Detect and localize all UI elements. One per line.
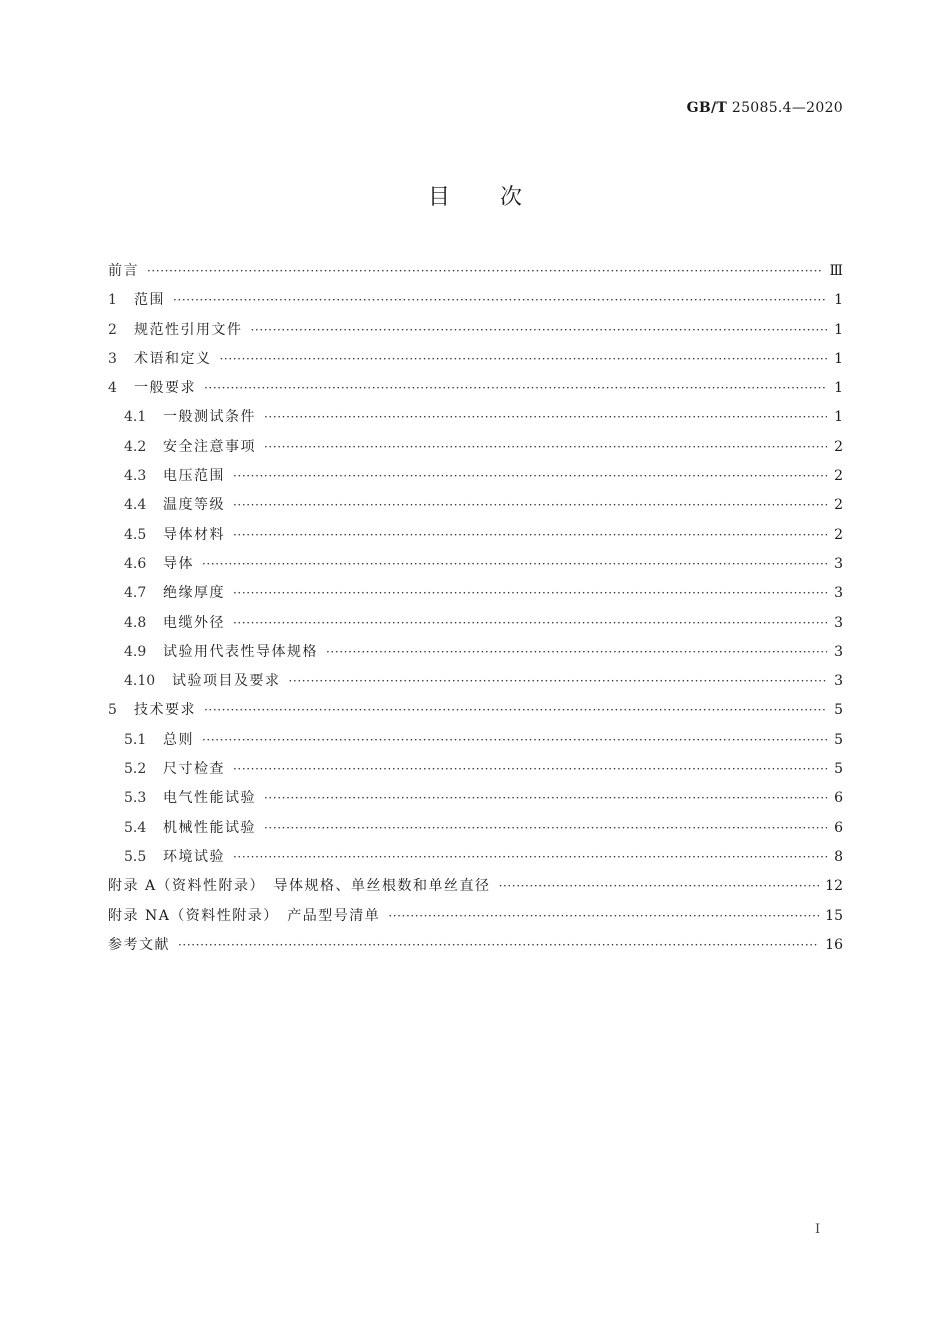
toc-leader — [233, 843, 827, 872]
toc-entry-4-3[interactable] — [108, 462, 843, 491]
toc-entry-4[interactable] — [108, 374, 843, 403]
toc-leader — [499, 872, 820, 901]
toc-leader — [264, 784, 827, 813]
toc-entry-4-7[interactable] — [108, 579, 843, 608]
page-title — [0, 180, 950, 211]
toc-number: 4.1 — [124, 409, 147, 426]
toc-label: 电气性能试验 — [163, 790, 256, 807]
toc-page: 8 — [834, 848, 843, 865]
toc-entry-4-1[interactable] — [108, 403, 843, 432]
toc-page: 6 — [834, 790, 843, 807]
toc-page: 6 — [834, 819, 843, 836]
toc-number: 1 — [108, 292, 117, 309]
toc-label: 附录 NA（资料性附录） 产品型号清单 — [108, 907, 381, 924]
toc-leader — [326, 638, 827, 667]
toc-label: 附录 A（资料性附录） 导体规格、单丝根数和单丝直径 — [108, 878, 491, 895]
toc-leader — [251, 316, 828, 345]
toc-entry-5[interactable] — [108, 696, 843, 725]
toc-leader — [220, 345, 828, 374]
toc-leader — [178, 931, 819, 960]
title-char-2: 次 — [500, 185, 523, 210]
toc-leader — [147, 257, 823, 286]
toc-page: 1 — [834, 380, 843, 397]
toc-label: 电缆外径 — [163, 614, 225, 631]
toc-label: 术语和定义 — [134, 350, 212, 367]
toc-page: 16 — [825, 936, 843, 953]
toc-number: 4.5 — [124, 526, 147, 543]
toc-number: 4.7 — [124, 585, 147, 602]
toc-number: 4 — [108, 380, 117, 397]
toc-number: 5.1 — [124, 731, 147, 748]
toc-page: 3 — [834, 585, 843, 602]
toc-number: 5.4 — [124, 819, 147, 836]
toc-label: 温度等级 — [163, 497, 225, 514]
toc-entry-3[interactable] — [108, 345, 843, 374]
toc-label: 一般测试条件 — [163, 409, 256, 426]
toc-page: 3 — [834, 673, 843, 690]
toc-leader — [204, 696, 827, 725]
toc-page: 2 — [834, 497, 843, 514]
toc-number: 4.8 — [124, 614, 147, 631]
toc-label: 试验项目及要求 — [172, 673, 281, 690]
toc-page: 2 — [834, 438, 843, 455]
toc-label: 参考文献 — [108, 936, 170, 953]
toc-page: 5 — [834, 702, 843, 719]
toc-entry-4-6[interactable] — [108, 550, 843, 579]
table-of-contents — [108, 257, 843, 960]
toc-number: 4.2 — [124, 438, 147, 455]
toc-number: 5 — [108, 702, 117, 719]
toc-page: 15 — [825, 907, 843, 924]
toc-entry-appendix-a[interactable] — [108, 872, 843, 901]
toc-number: 2 — [108, 321, 117, 338]
toc-entry-4-2[interactable] — [108, 433, 843, 462]
toc-number: 4.4 — [124, 497, 147, 514]
toc-number: 5.2 — [124, 761, 147, 778]
toc-leader — [264, 403, 827, 432]
toc-label: 环境试验 — [163, 848, 225, 865]
toc-number: 5.3 — [124, 790, 147, 807]
toc-entry-5-5[interactable] — [108, 843, 843, 872]
toc-entry-5-1[interactable] — [108, 726, 843, 755]
standard-code — [687, 100, 843, 116]
toc-page: 3 — [834, 643, 843, 660]
toc-label: 机械性能试验 — [163, 819, 256, 836]
toc-leader — [233, 579, 827, 608]
toc-leader — [264, 814, 827, 843]
toc-label: 技术要求 — [134, 702, 196, 719]
toc-number: 4.3 — [124, 468, 147, 485]
toc-leader — [264, 433, 827, 462]
toc-leader — [202, 550, 827, 579]
toc-leader — [289, 667, 828, 696]
toc-entry-references[interactable] — [108, 931, 843, 960]
standard-number: 25085.4—2020 — [731, 100, 843, 116]
toc-label: 总则 — [163, 731, 194, 748]
toc-label: 规范性引用文件 — [134, 321, 243, 338]
toc-page: 12 — [825, 878, 843, 895]
standard-prefix: GB/T — [686, 100, 728, 116]
toc-label: 安全注意事项 — [163, 438, 256, 455]
toc-page: 3 — [834, 555, 843, 572]
toc-entry-appendix-na[interactable] — [108, 902, 843, 931]
toc-leader — [173, 286, 827, 315]
toc-page: Ⅲ — [829, 263, 843, 279]
toc-entry-5-4[interactable] — [108, 814, 843, 843]
toc-entry-foreword[interactable] — [108, 257, 843, 286]
toc-label: 导体 — [163, 555, 194, 572]
toc-number: 4.9 — [124, 643, 147, 660]
toc-entry-4-8[interactable] — [108, 609, 843, 638]
toc-number: 4.10 — [124, 673, 156, 690]
toc-page: 2 — [834, 526, 843, 543]
toc-entry-4-9[interactable] — [108, 638, 843, 667]
toc-entry-5-2[interactable] — [108, 755, 843, 784]
footer-page-number: I — [815, 1222, 821, 1237]
toc-entry-4-5[interactable] — [108, 521, 843, 550]
toc-leader — [233, 755, 827, 784]
toc-label: 绝缘厚度 — [163, 585, 225, 602]
toc-number: 4.6 — [124, 555, 147, 572]
toc-leader — [233, 491, 827, 520]
title-char-1: 目 — [427, 185, 450, 210]
toc-page: 5 — [834, 761, 843, 778]
toc-leader — [202, 726, 827, 755]
toc-page: 1 — [834, 350, 843, 367]
toc-entry-4-10[interactable] — [108, 667, 843, 696]
toc-page: 1 — [834, 409, 843, 426]
toc-page: 3 — [834, 614, 843, 631]
toc-label: 前言 — [108, 263, 139, 279]
toc-entry-5-3[interactable] — [108, 784, 843, 813]
toc-page: 1 — [834, 292, 843, 309]
toc-entry-1[interactable] — [108, 286, 843, 315]
toc-number: 3 — [108, 350, 117, 367]
toc-number: 5.5 — [124, 848, 147, 865]
toc-label: 范围 — [134, 292, 165, 309]
toc-leader — [204, 374, 827, 403]
toc-page: 5 — [834, 731, 843, 748]
toc-label: 尺寸检查 — [163, 761, 225, 778]
toc-page: 2 — [834, 468, 843, 485]
toc-label: 试验用代表性导体规格 — [163, 643, 318, 660]
toc-leader — [233, 521, 827, 550]
toc-entry-4-4[interactable] — [108, 491, 843, 520]
toc-leader — [233, 462, 827, 491]
toc-leader — [388, 902, 819, 931]
toc-page: 1 — [834, 321, 843, 338]
toc-label: 电压范围 — [163, 468, 225, 485]
toc-entry-2[interactable] — [108, 316, 843, 345]
toc-leader — [233, 609, 827, 638]
toc-label: 导体材料 — [163, 526, 225, 543]
toc-label: 一般要求 — [134, 380, 196, 397]
